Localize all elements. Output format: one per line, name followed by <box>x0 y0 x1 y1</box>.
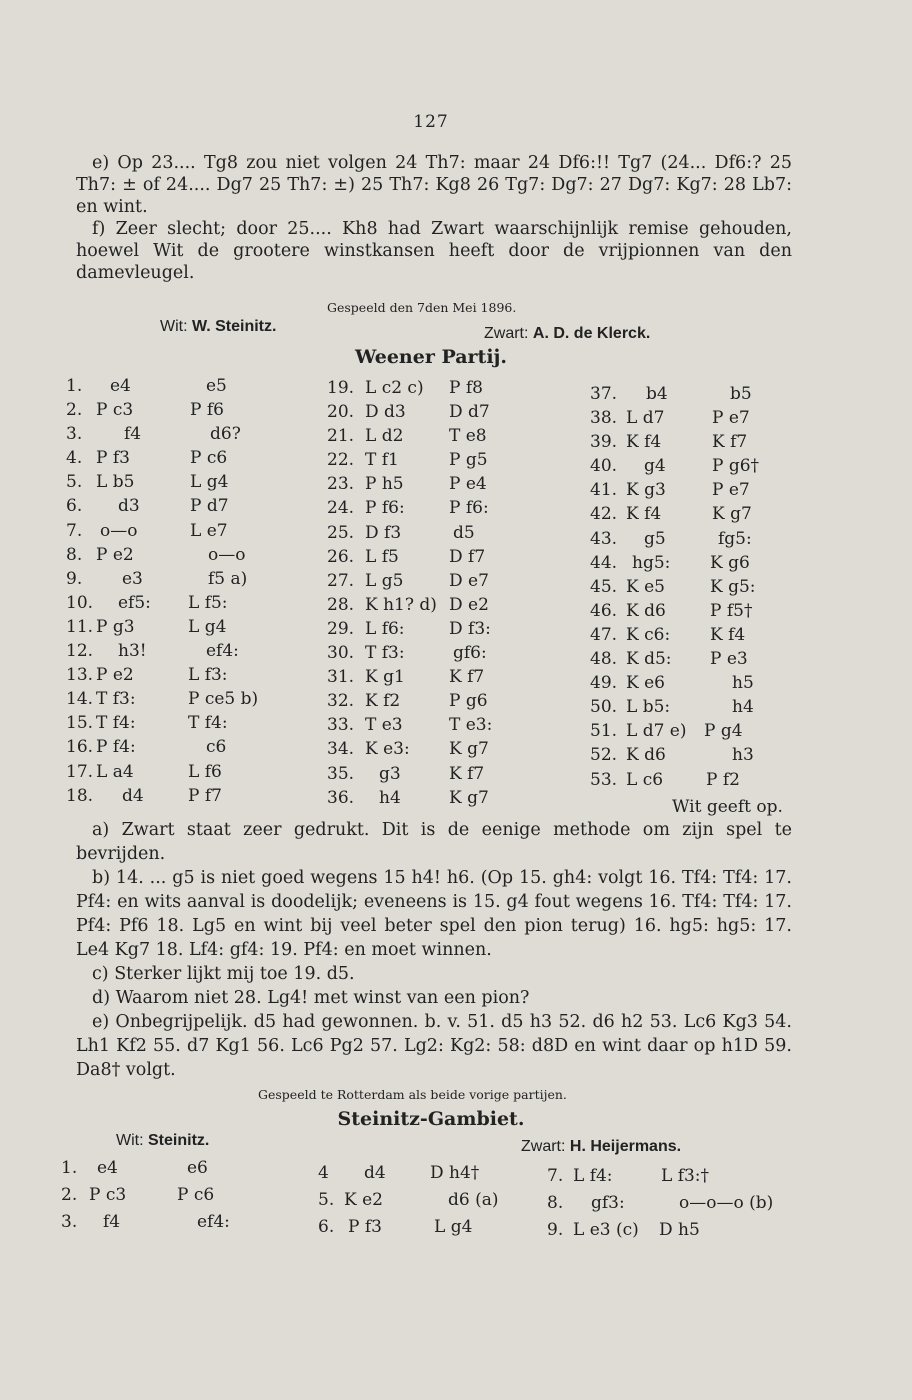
move-row <box>590 529 790 553</box>
move-cell: h3 <box>732 745 754 766</box>
move-cell: K e5 <box>626 576 665 597</box>
move-cell: T f4: <box>188 713 228 734</box>
move-cell: T f3: <box>96 689 136 710</box>
move-cell: 49. <box>590 673 618 694</box>
move-cell: P f8 <box>449 378 483 398</box>
move-cell: c6 <box>206 737 227 758</box>
move-cell: K d6 <box>626 600 666 621</box>
move-cell: P f6: <box>365 498 405 519</box>
move-row <box>327 643 527 667</box>
move-cell: P f2 <box>706 769 740 790</box>
game2-col1 <box>61 1158 261 1239</box>
move-cell: h5 <box>732 673 754 694</box>
move-cell: D h4† <box>430 1163 480 1183</box>
move-cell: P f7 <box>188 785 222 806</box>
move-cell: ef4: <box>206 641 239 662</box>
move-cell: 13. <box>66 665 94 686</box>
move-cell: b4 <box>646 384 668 404</box>
move-cell: L f3: <box>188 665 228 686</box>
move-cell: 22. <box>327 450 355 471</box>
move-cell: ef4: <box>197 1212 230 1232</box>
move-row <box>590 504 790 528</box>
note-b: b) 14. ... g5 is niet goed wegens 15 h4! h6. (Op 15. gh4: volgt 16. Tf4: Tf4: 17. Pf4: en wits aanval is doodelijk; eveneens is 15. g4 fout wegens 16. Tf4: Tf4: 17. Pf4: Pf6 18. Lg5 en wint bij veel beter spel den pion terug) 16. hg5: hg5: 17. Le4 Kg7 18. Lf4: gf4: 19. Pf4: en moet winnen. <box>76 868 792 960</box>
game1-notes <box>76 818 792 1082</box>
move-row <box>590 770 790 794</box>
game2-col2 <box>318 1163 518 1244</box>
move-row <box>66 593 276 617</box>
move-cell: 47. <box>590 624 618 645</box>
move-cell: 19. <box>327 378 355 398</box>
move-cell: g5 <box>644 528 666 549</box>
move-cell: 18. <box>66 785 94 806</box>
move-cell: o—o <box>208 544 246 565</box>
move-row <box>327 498 527 522</box>
move-cell: e3 <box>122 568 143 589</box>
move-cell: K e6 <box>626 673 665 694</box>
move-cell: 45. <box>590 576 618 597</box>
game1-black: Zwart: A. D. de Klerck. <box>484 325 651 342</box>
note-e: e) Op 23.... Tg8 zou niet volgen 24 Th7: maar 24 Df6:!! Tg7 (24... Df6:? 25 Th7: ± of 24.... Dg7 25 Th7: ±) 25 Th7: Kg8 26 Tg7: Dg7: 27 Dg7: Kg7: 28 Lb7: en wint. <box>76 153 792 217</box>
move-cell: P g6† <box>712 456 760 477</box>
note-c: c) Sterker lijkt mij toe 19. d5. <box>92 964 355 984</box>
move-cell: K g5: <box>710 576 756 597</box>
move-row <box>327 571 527 595</box>
move-cell: 11. <box>66 616 94 637</box>
move-row <box>590 384 790 408</box>
move-cell: 37. <box>590 384 618 404</box>
move-cell: 40. <box>590 456 618 477</box>
move-cell: L g4 <box>188 616 227 637</box>
move-cell: 41. <box>590 480 618 501</box>
move-cell: D f3 <box>365 522 402 543</box>
move-cell: o—o—o (b) <box>679 1193 774 1213</box>
move-cell: 46. <box>590 600 618 621</box>
move-row <box>61 1158 261 1185</box>
move-cell: K e2 <box>344 1190 383 1210</box>
move-cell: P g3 <box>96 616 135 637</box>
move-cell: 17. <box>66 761 94 782</box>
move-cell: 34. <box>327 739 355 760</box>
move-row <box>327 619 527 643</box>
move-cell: P e7 <box>712 408 750 429</box>
move-cell: 14. <box>66 689 94 710</box>
move-cell: P g5 <box>449 450 488 471</box>
move-row <box>590 601 790 625</box>
move-cell: K d5: <box>626 649 672 670</box>
move-cell: K f7 <box>449 763 485 784</box>
move-cell: 23. <box>327 474 355 495</box>
game1-col2 <box>327 378 527 812</box>
move-cell: 21. <box>327 426 355 447</box>
move-row <box>66 496 276 520</box>
move-cell: gf3: <box>591 1193 625 1213</box>
move-cell: 9. <box>66 568 83 589</box>
move-cell: 51. <box>590 721 618 742</box>
move-cell: d4 <box>122 785 144 806</box>
move-cell: D d3 <box>365 402 406 423</box>
move-cell: P e3 <box>710 649 748 670</box>
move-row <box>66 521 276 545</box>
move-cell: L c6 <box>626 769 664 790</box>
move-cell: d4 <box>364 1163 386 1183</box>
move-cell: P c6 <box>190 448 228 469</box>
move-cell: K f4 <box>626 504 662 525</box>
move-row <box>66 617 276 641</box>
move-cell: L b5 <box>96 472 135 493</box>
move-cell: 7. <box>66 520 83 541</box>
move-cell: D e2 <box>449 594 489 615</box>
move-cell: d5 <box>453 522 475 543</box>
move-row <box>590 432 790 456</box>
move-cell: 30. <box>327 643 355 664</box>
move-cell: h4 <box>732 697 754 718</box>
move-cell: 44. <box>590 552 618 573</box>
move-cell: P f6: <box>449 498 489 519</box>
move-cell: P ce5 b) <box>188 689 259 710</box>
move-cell: d6 (a) <box>448 1190 499 1210</box>
move-cell: 32. <box>327 691 355 712</box>
move-cell: 25. <box>327 522 355 543</box>
move-row <box>66 689 276 713</box>
move-cell: K e3: <box>365 739 410 760</box>
move-cell: L f3:† <box>661 1166 710 1186</box>
move-cell: P h5 <box>365 474 404 495</box>
move-cell: L f5: <box>188 592 228 613</box>
move-cell: K f2 <box>365 691 401 712</box>
move-cell: L d2 <box>365 426 404 447</box>
move-cell: K f7 <box>712 432 748 453</box>
move-cell: D f3: <box>449 618 491 639</box>
move-cell: K g7 <box>449 739 489 760</box>
move-cell: L b5: <box>626 697 671 718</box>
move-cell: 12. <box>66 641 94 662</box>
move-cell: 29. <box>327 618 355 639</box>
move-cell: L e7 <box>190 520 228 541</box>
move-row <box>590 480 790 504</box>
move-row <box>318 1190 518 1217</box>
move-cell: P f6 <box>190 400 224 421</box>
move-cell: 8. <box>66 544 83 565</box>
move-cell: 4. <box>66 448 83 469</box>
move-cell: 31. <box>327 667 355 688</box>
move-cell: K g3 <box>626 480 666 501</box>
move-row <box>327 523 527 547</box>
move-row <box>590 553 790 577</box>
move-cell: 33. <box>327 715 355 736</box>
move-cell: T f3: <box>365 643 405 664</box>
move-cell: 1. <box>66 376 83 396</box>
move-cell: 43. <box>590 528 618 549</box>
move-row <box>327 691 527 715</box>
move-row <box>66 737 276 761</box>
move-cell: 15. <box>66 713 94 734</box>
move-cell: T f1 <box>365 450 399 471</box>
move-row <box>66 545 276 569</box>
note-f: f) Zeer slecht; door 25.... Kh8 had Zwart waarschijnlijk remise gehouden, hoewel Wit de grootere winstkansen heeft door de vrijpionnen van den damevleugel. <box>76 219 792 283</box>
move-cell: K g7 <box>449 787 489 808</box>
game1-result: Wit geeft op. <box>672 797 783 817</box>
move-row <box>590 649 790 673</box>
move-cell: P e4 <box>449 474 487 495</box>
move-row <box>327 764 527 788</box>
move-cell: 6. <box>318 1217 335 1237</box>
game2-col3 <box>547 1166 787 1247</box>
move-row <box>590 577 790 601</box>
move-cell: 2. <box>61 1185 78 1205</box>
move-cell: f4 <box>103 1212 121 1232</box>
move-cell: P f3 <box>348 1217 382 1237</box>
move-cell: P e7 <box>712 480 750 501</box>
move-cell: g3 <box>379 763 401 784</box>
move-cell: 52. <box>590 745 618 766</box>
move-cell: P c3 <box>89 1185 127 1205</box>
move-cell: P c3 <box>96 400 134 421</box>
move-cell: 5. <box>318 1190 335 1210</box>
move-cell: 2. <box>66 400 83 421</box>
move-cell: 38. <box>590 408 618 429</box>
move-row <box>66 424 276 448</box>
game1-opening: Weener Partij. <box>354 346 508 368</box>
move-cell: b5 <box>730 384 752 404</box>
move-cell: gf6: <box>453 643 487 664</box>
move-row <box>590 456 790 480</box>
move-cell: P f5† <box>710 600 753 621</box>
move-cell: 53. <box>590 769 618 790</box>
move-cell: D e7 <box>449 570 489 591</box>
move-row <box>61 1212 261 1239</box>
move-cell: L d7 e) <box>626 721 687 742</box>
move-row <box>547 1193 787 1220</box>
move-row <box>590 697 790 721</box>
move-cell: 9. <box>547 1220 564 1240</box>
move-cell: 28. <box>327 594 355 615</box>
move-cell: P d7 <box>190 496 229 517</box>
move-cell: fg5: <box>718 528 752 549</box>
move-row <box>66 448 276 472</box>
move-cell: P e2 <box>96 665 134 686</box>
move-cell: h3! <box>118 641 147 662</box>
move-cell: K f7 <box>449 667 485 688</box>
move-row <box>66 376 276 400</box>
move-row <box>327 402 527 426</box>
move-cell: hg5: <box>632 552 671 573</box>
move-cell: 3. <box>61 1212 78 1232</box>
move-row <box>66 569 276 593</box>
move-cell: 8. <box>547 1193 564 1213</box>
move-cell: 10. <box>66 592 94 613</box>
game2-date: Gespeeld te Rotterdam als beide vorige partijen. <box>258 1087 567 1102</box>
move-cell: T f4: <box>96 713 136 734</box>
previous-notes <box>76 152 792 284</box>
move-cell: K g6 <box>710 552 750 573</box>
move-cell: K d6 <box>626 745 666 766</box>
note-d: d) Waarom niet 28. Lg4! met winst van een pion? <box>92 988 530 1008</box>
move-row <box>61 1185 261 1212</box>
move-row <box>66 472 276 496</box>
move-cell: h4 <box>379 787 401 808</box>
move-row <box>66 762 276 786</box>
move-cell: 1. <box>61 1158 78 1178</box>
move-cell: f5 a) <box>208 568 248 589</box>
move-cell: D h5 <box>659 1220 700 1240</box>
move-cell: P f3 <box>96 448 130 469</box>
move-cell: T e8 <box>449 426 487 447</box>
move-cell: 50. <box>590 697 618 718</box>
note-a: a) Zwart staat zeer gedrukt. Dit is de eenige methode om zijn spel te bevrijden. <box>76 820 792 864</box>
move-row <box>327 739 527 763</box>
move-row <box>590 408 790 432</box>
move-row <box>590 745 790 769</box>
move-cell: f4 <box>124 424 142 445</box>
page-number: 127 <box>413 112 449 132</box>
move-cell: e4 <box>97 1158 118 1178</box>
move-cell: g4 <box>644 456 666 477</box>
move-cell: L a4 <box>96 761 134 782</box>
move-cell: d6? <box>210 424 241 445</box>
move-cell: L g4 <box>190 472 229 493</box>
move-cell: 4 <box>318 1163 329 1183</box>
move-cell: T e3: <box>449 715 493 736</box>
move-cell: 24. <box>327 498 355 519</box>
move-cell: 35. <box>327 763 355 784</box>
move-cell: e5 <box>206 376 227 396</box>
game2-black: Zwart: H. Heijermans. <box>521 1138 682 1155</box>
move-row <box>327 450 527 474</box>
move-row <box>590 721 790 745</box>
move-cell: K g1 <box>365 667 405 688</box>
move-cell: L f5 <box>365 546 399 567</box>
move-cell: K h1? d) <box>365 594 437 615</box>
move-row <box>327 426 527 450</box>
move-row <box>66 641 276 665</box>
move-cell: K f4 <box>626 432 662 453</box>
move-cell: e6 <box>187 1158 208 1178</box>
move-cell: L d7 <box>626 408 665 429</box>
move-cell: 39. <box>590 432 618 453</box>
move-cell: D d7 <box>449 402 490 423</box>
game1-date: Gespeeld den 7den Mei 1896. <box>327 300 517 315</box>
move-cell: e4 <box>110 376 131 396</box>
note-e2: e) Onbegrijpelijk. d5 had gewonnen. b. v. 51. d5 h3 52. d6 h2 53. Lc6 Kg3 54. Lh1 Kf2 55. d7 Kg1 56. Lc6 Pg2 57. Lg2: Kg2: 58: d8D en wint daar op h1D 59. Da8† volgt. <box>76 1012 792 1080</box>
move-row <box>327 547 527 571</box>
move-row <box>318 1163 518 1190</box>
move-row <box>66 713 276 737</box>
move-cell: T e3 <box>365 715 403 736</box>
move-row <box>327 595 527 619</box>
move-row <box>590 673 790 697</box>
move-row <box>327 474 527 498</box>
move-cell: 6. <box>66 496 83 517</box>
move-cell: 3. <box>66 424 83 445</box>
game1-col1 <box>66 376 276 810</box>
move-cell: 20. <box>327 402 355 423</box>
move-cell: P g4 <box>704 721 743 742</box>
move-row <box>66 665 276 689</box>
move-cell: 16. <box>66 737 94 758</box>
move-cell: 27. <box>327 570 355 591</box>
move-cell: 5. <box>66 472 83 493</box>
move-cell: 48. <box>590 649 618 670</box>
move-cell: P f4: <box>96 737 136 758</box>
game2-white: Wit: Steinitz. <box>116 1132 210 1149</box>
move-cell: 36. <box>327 787 355 808</box>
move-cell: 42. <box>590 504 618 525</box>
move-cell: L g4 <box>434 1217 473 1237</box>
move-cell: 7. <box>547 1166 564 1186</box>
move-row <box>547 1166 787 1193</box>
move-row <box>66 786 276 810</box>
move-cell: L f4: <box>573 1166 613 1186</box>
game2-opening: Steinitz-Gambiet. <box>337 1108 525 1130</box>
move-cell: K f4 <box>710 624 746 645</box>
move-cell: K c6: <box>626 624 671 645</box>
move-cell: L g5 <box>365 570 404 591</box>
game1-col3 <box>590 384 790 794</box>
move-cell: d3 <box>118 496 140 517</box>
move-cell: P g6 <box>449 691 488 712</box>
move-row <box>327 788 527 812</box>
move-cell: ef5: <box>118 592 151 613</box>
game1-white: Wit: W. Steinitz. <box>160 318 277 335</box>
move-row <box>547 1220 787 1247</box>
move-row <box>327 715 527 739</box>
move-cell: L f6: <box>365 618 405 639</box>
move-row <box>590 625 790 649</box>
move-cell: D f7 <box>449 546 486 567</box>
move-cell: 26. <box>327 546 355 567</box>
move-cell: L f6 <box>188 761 222 782</box>
move-cell: K g7 <box>712 504 752 525</box>
move-cell: P e2 <box>96 544 134 565</box>
move-cell: L c2 c) <box>365 378 424 398</box>
move-cell: L e3 (c) <box>573 1220 639 1240</box>
move-row <box>66 400 276 424</box>
move-row <box>318 1217 518 1244</box>
move-row <box>327 378 527 402</box>
move-cell: P c6 <box>177 1185 215 1205</box>
move-row <box>327 667 527 691</box>
move-cell: o—o <box>100 520 138 541</box>
